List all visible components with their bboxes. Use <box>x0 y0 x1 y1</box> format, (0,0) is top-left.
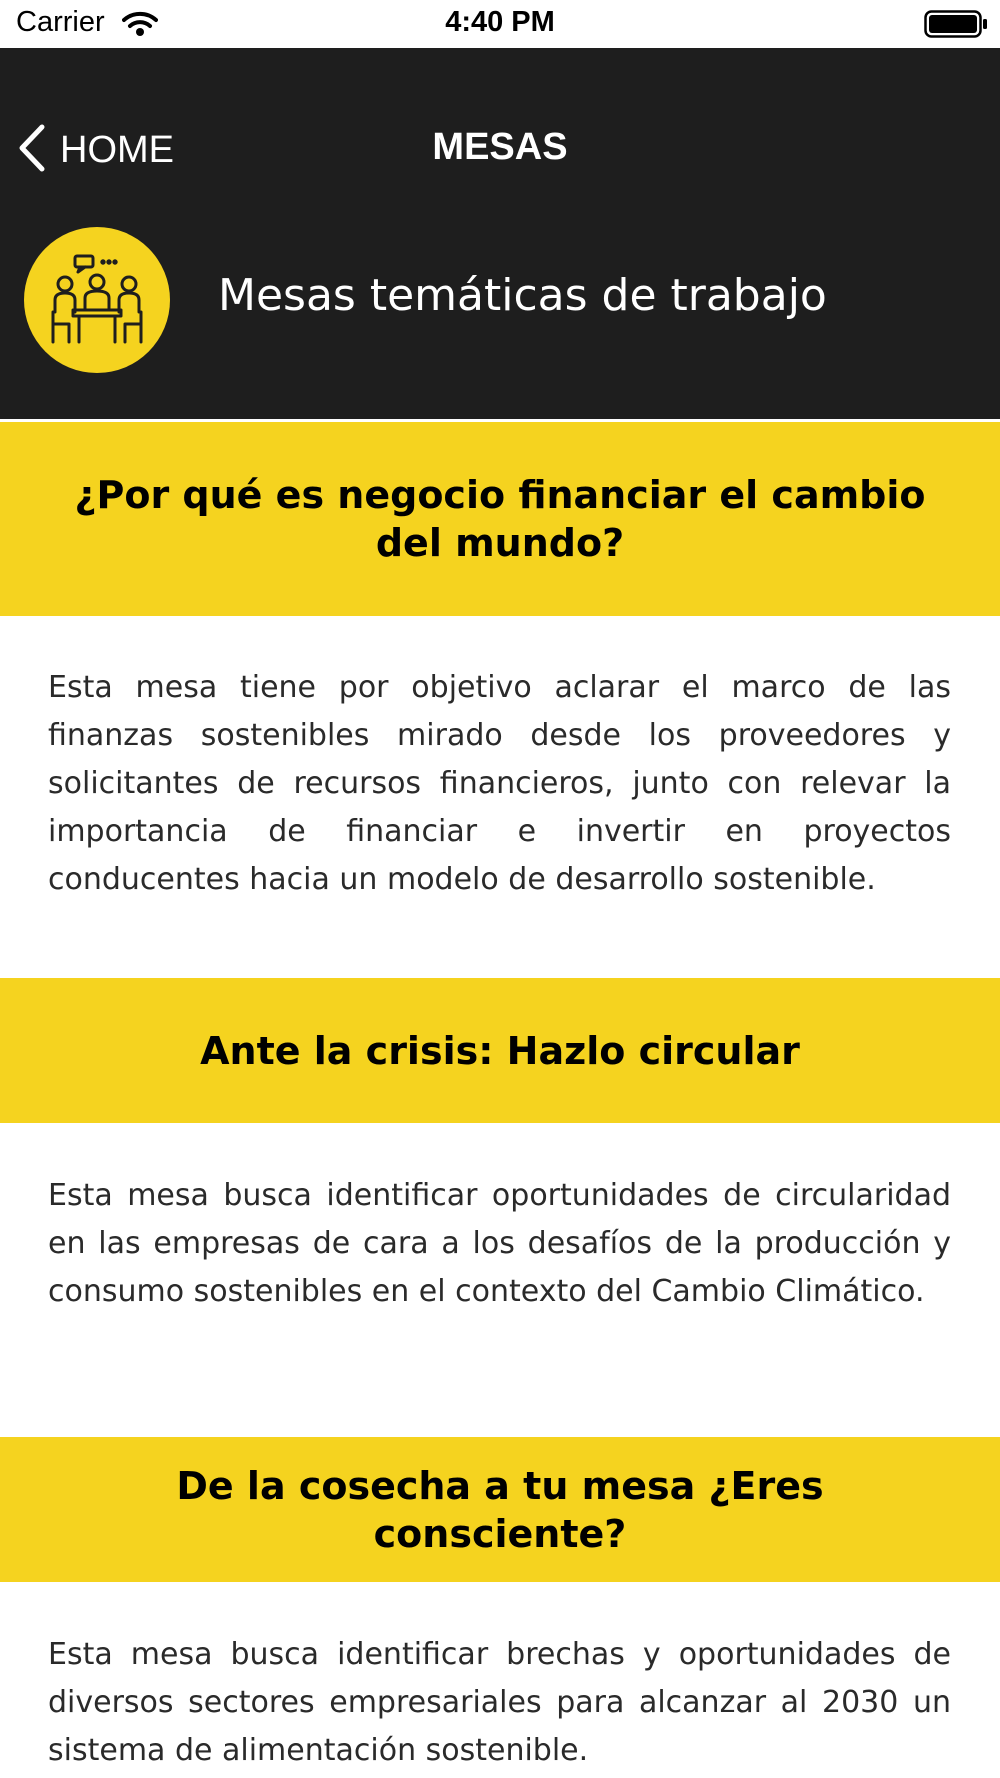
section-heading: Mesas temáticas de trabajo <box>218 270 827 321</box>
meeting-table-icon <box>24 227 170 373</box>
battery-icon <box>924 10 988 42</box>
card-body: Esta mesa busca identificar brechas y oportunidades de diversos sectores empresariales para alcanzar al 2030 un sistema de alimentación sostenible. <box>48 1637 951 1768</box>
status-bar <box>0 0 1000 48</box>
carrier-label: Carrier <box>16 6 105 38</box>
back-label: HOME <box>60 128 174 171</box>
status-time: 4:40 PM <box>445 6 555 38</box>
app-header <box>0 48 1000 419</box>
card-title: De la cosecha a tu mesa ¿Eres consciente? <box>0 1437 1000 1582</box>
card-title: ¿Por qué es negocio financiar el cambio del mundo? <box>0 422 1000 616</box>
card-title: Ante la crisis: Hazlo circular <box>0 978 1000 1123</box>
page-title: MESAS <box>432 126 568 168</box>
card-body: Esta mesa busca identificar oportunidades de circularidad en las empresas de cara a los desafíos de la producción y consumo sostenibles en el contexto del Cambio Climático. <box>48 1178 951 1309</box>
card-body: Esta mesa tiene por objetivo aclarar el marco de las finanzas sostenibles mirado desde los proveedores y solicitantes de recursos financieros, junto con relevar la importancia de financiar e invertir en proyectos conducentes hacia un modelo de desarrollo sostenible. <box>48 670 951 897</box>
